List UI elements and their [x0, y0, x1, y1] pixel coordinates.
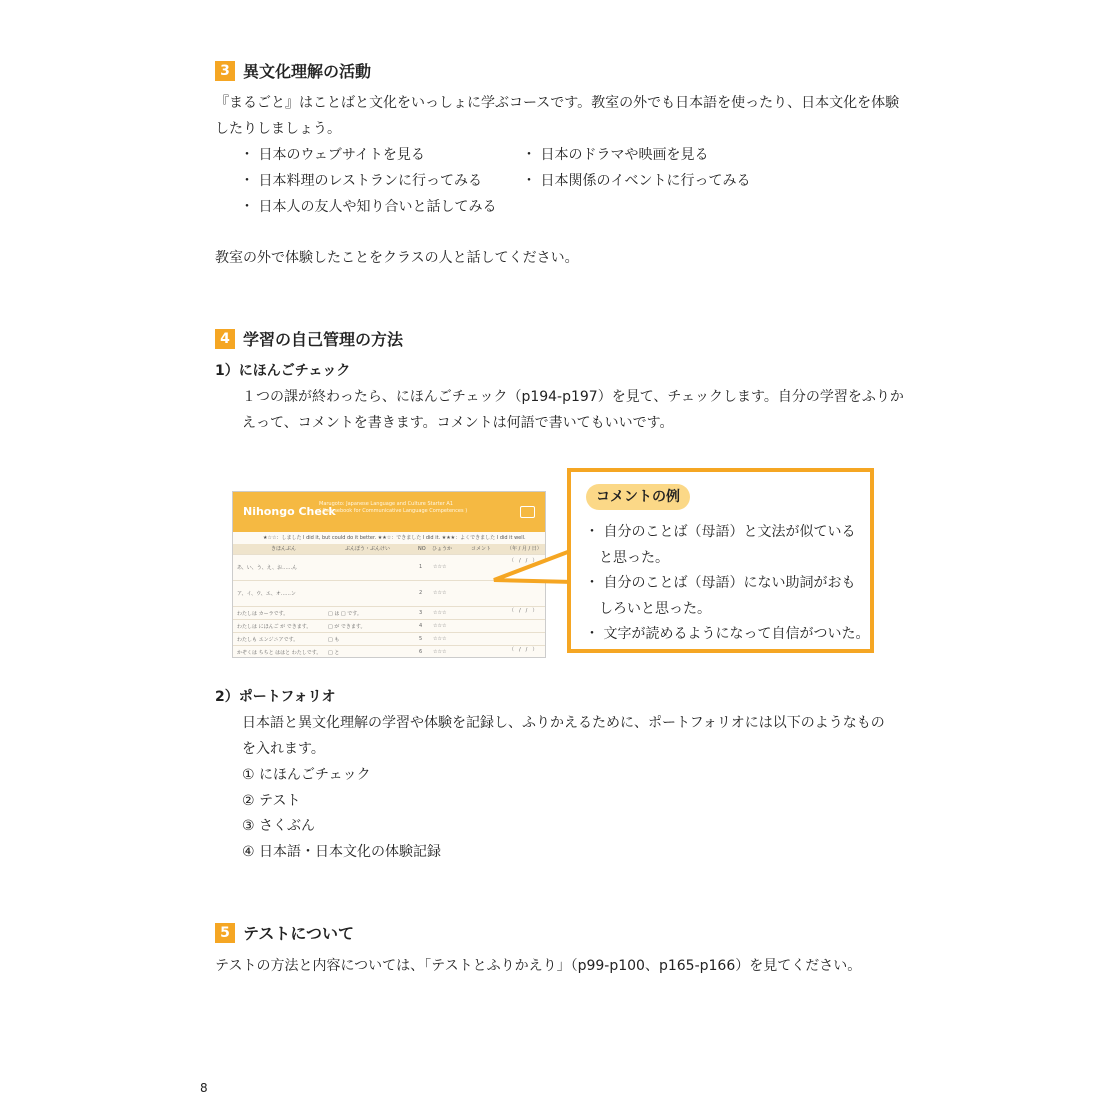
row-text: ア、イ、ウ、エ、オ……ン [237, 591, 296, 597]
section-3-intro-2: したりしましょう。 [215, 121, 341, 137]
row-stars: ☆☆☆ [433, 649, 447, 655]
section-3-intro-1: 『まるごと』はことばと文化をいっしょに学ぶコースです。教室の外でも日本語を使ったり、日本文化を体験 [215, 95, 900, 111]
subsection-1-line-1: １つの課が終わったら、にほんごチェック（p194-p197）を見て、チェックします。自分の学習をふりか [242, 389, 904, 405]
section-4-heading [215, 327, 403, 350]
row-grammar: □ は □ です。 [328, 611, 362, 617]
row-no: 2 [419, 590, 423, 596]
nihongo-check-title: Nihongo Check [243, 505, 336, 518]
row-grammar: □ が できます。 [328, 624, 366, 630]
comment-line: しろいと思った。 [585, 601, 711, 617]
row-date: （ / / ） [509, 558, 538, 564]
row-stars: ☆☆☆ [433, 590, 447, 596]
comment-line: と思った。 [585, 550, 669, 566]
row-no: 6 [419, 649, 423, 655]
subsection-1-line-2: えって、コメントを書きます。コメントは何語で書いてもいいです。 [242, 415, 674, 431]
subsection-2-line-1: 日本語と異文化理解の学習や体験を記録し、ふりかえるために、ポートフォリオには以下のようなもの [242, 715, 885, 731]
row-no: 3 [419, 610, 423, 616]
section-3-closing: 教室の外で体験したことをクラスの人と話してください。 [215, 250, 579, 266]
nihongo-check-subtitle-2: ( Coursebook for Communicative Language Competences ) [319, 508, 468, 514]
row-no: 5 [419, 636, 423, 642]
comment-line: ・ 文字が読めるようになって自信がついた。 [585, 626, 870, 642]
row-date: （ / / ） [509, 647, 538, 653]
row-text: わたしは にほんご が できます。 [237, 624, 312, 630]
column-header: ひょうか [432, 546, 453, 552]
row-date: （ / / ） [509, 608, 538, 614]
section-5-title: テストについて [243, 924, 355, 943]
section-4-number: 4 [215, 329, 235, 349]
comment-line: ・ 自分のことば（母語）にない助詞がおも [585, 575, 856, 591]
nihongo-check-subtitle [319, 501, 467, 515]
row-stars: ☆☆☆ [433, 564, 447, 570]
section-5-text: テストの方法と内容については、「テストとふりかえり」（p99-p100、p165-p166）を見てください。 [215, 958, 862, 974]
nihongo-check-subtitle-1: Marugoto: Japanese Language and Culture Starter A1 [319, 501, 454, 507]
column-header: きほんぶん [271, 546, 297, 552]
column-header: コメント [471, 546, 492, 552]
row-stars: ☆☆☆ [433, 623, 447, 629]
row-stars: ☆☆☆ [433, 636, 447, 642]
section-3-heading [215, 59, 371, 82]
row-text: わたしは カーラです。 [237, 611, 289, 617]
folder-icon [520, 506, 535, 518]
portfolio-item: ④ 日本語・日本文化の体験記録 [242, 844, 442, 860]
table-row [233, 606, 545, 619]
table-row [233, 632, 545, 645]
row-no: 4 [419, 623, 423, 629]
comment-example-box [567, 468, 874, 653]
activity-item: ・ 日本人の友人や知り合いと話してみる [240, 199, 497, 215]
row-text: わたしも エンジニアです。 [237, 637, 299, 643]
section-5-heading [215, 921, 354, 944]
portfolio-item: ③ さくぶん [242, 818, 316, 834]
section-3-title: 異文化理解の活動 [243, 62, 372, 81]
table-row [233, 645, 545, 658]
table-row [233, 619, 545, 632]
row-no: 1 [419, 564, 423, 570]
activity-item: ・ 日本関係のイベントに行ってみる [522, 173, 751, 189]
row-grammar: □ も [328, 637, 340, 643]
subsection-2-line-2: を入れます。 [242, 741, 325, 757]
activity-item: ・ 日本のウェブサイトを見る [240, 147, 425, 163]
column-header: （年 / 月 / 日） [507, 546, 542, 552]
subsection-1-heading: 1）にほんごチェック [215, 363, 351, 379]
column-header: ぶんぽう・ぶんけい [345, 546, 391, 552]
section-3-number: 3 [215, 61, 235, 81]
activity-item: ・ 日本のドラマや映画を見る [522, 147, 709, 163]
section-5-number: 5 [215, 923, 235, 943]
page-number: 8 [200, 1081, 208, 1095]
callout-pointer [490, 548, 574, 588]
nihongo-check-header [233, 492, 545, 532]
row-grammar: □ と [328, 650, 340, 656]
nihongo-check-legend: ★☆☆：しました I did it, but could do it better. ★★☆：できました I did it. ★★★：よくできました I did it well. [263, 535, 526, 541]
activity-item: ・ 日本料理のレストランに行ってみる [240, 173, 483, 189]
row-text: かぞくは ちちと ははと わたしです。 [237, 650, 322, 656]
row-stars: ☆☆☆ [433, 610, 447, 616]
column-header: NO [418, 546, 426, 552]
comment-line: ・ 自分のことば（母語）と文法が似ている [585, 524, 856, 540]
comment-example-badge: コメントの例 [586, 484, 690, 510]
section-4-title: 学習の自己管理の方法 [243, 330, 404, 349]
portfolio-item: ① にほんごチェック [242, 767, 371, 783]
portfolio-item: ② テスト [242, 793, 301, 809]
subsection-2-heading: 2）ポートフォリオ [215, 689, 336, 705]
row-text: あ、い、う、え、お……ん [237, 565, 298, 571]
